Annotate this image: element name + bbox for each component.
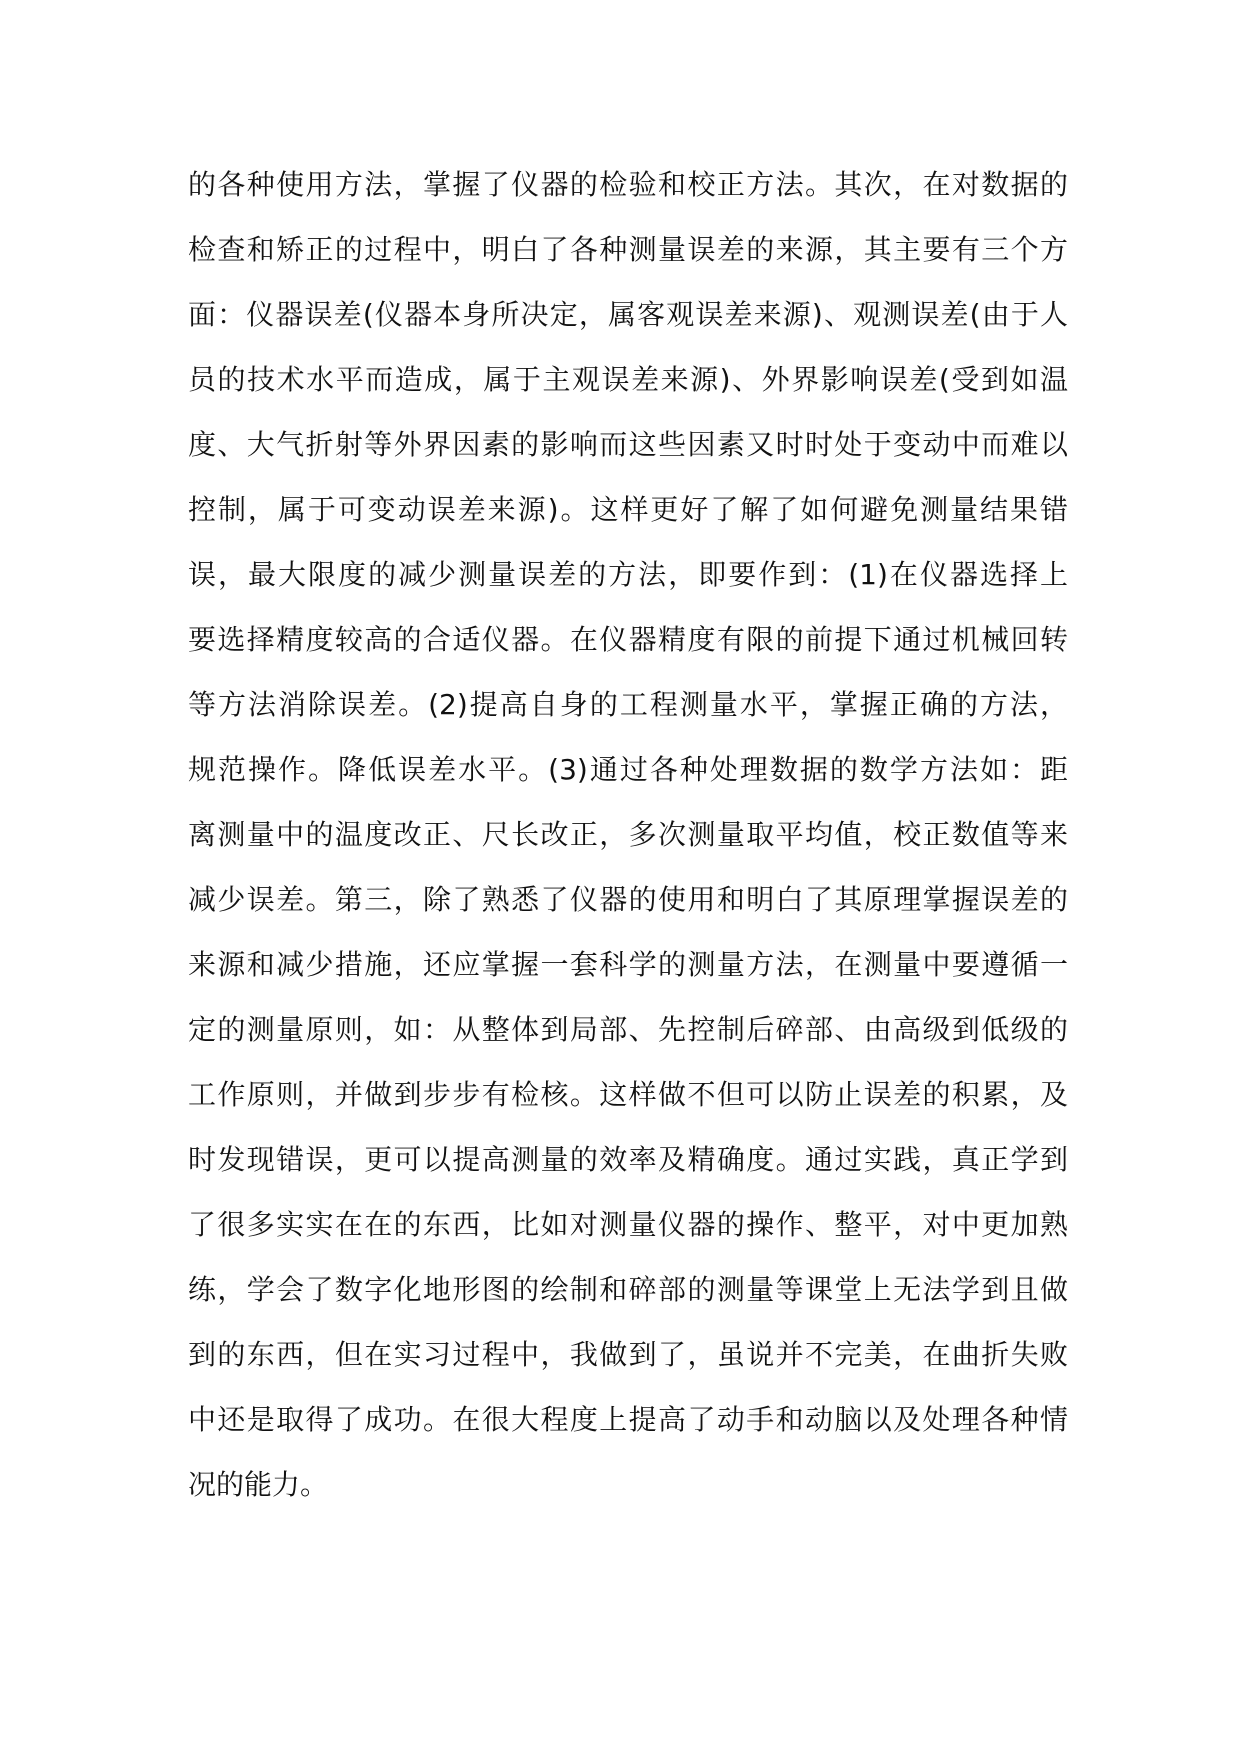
text-line: 规范操作。降低误差水平。(3)通过各种处理数据的数学方法如：距	[188, 753, 1068, 786]
text-line: 工作原则，并做到步步有检核。这样做不但可以防止误差的积累，及	[188, 1078, 1068, 1111]
text-line: 定的测量原则，如：从整体到局部、先控制后碎部、由高级到低级的	[188, 1013, 1068, 1046]
text-line: 况的能力。	[188, 1468, 329, 1501]
text-line: 来源和减少措施，还应掌握一套科学的测量方法，在测量中要遵循一	[188, 948, 1068, 981]
text-line: 度、大气折射等外界因素的影响而这些因素又时时处于变动中而难以	[188, 428, 1068, 461]
text-line: 到的东西，但在实习过程中，我做到了，虽说并不完美，在曲折失败	[188, 1338, 1068, 1371]
text-line: 面：仪器误差(仪器本身所决定，属客观误差来源)、观测误差(由于人	[188, 298, 1068, 331]
text-line: 练，学会了数字化地形图的绘制和碎部的测量等课堂上无法学到且做	[188, 1273, 1068, 1306]
body-paragraph	[188, 158, 1068, 1523]
text-line: 了很多实实在在的东西，比如对测量仪器的操作、整平，对中更加熟	[188, 1208, 1068, 1241]
text-line: 减少误差。第三，除了熟悉了仪器的使用和明白了其原理掌握误差的	[188, 883, 1068, 916]
text-line: 控制，属于可变动误差来源)。这样更好了解了如何避免测量结果错	[188, 493, 1068, 526]
text-line: 要选择精度较高的合适仪器。在仪器精度有限的前提下通过机械回转	[188, 623, 1068, 656]
text-line: 的各种使用方法，掌握了仪器的检验和校正方法。其次，在对数据的	[188, 168, 1068, 201]
text-line: 误，最大限度的减少测量误差的方法，即要作到：(1)在仪器选择上	[188, 558, 1068, 591]
text-line: 等方法消除误差。(2)提高自身的工程测量水平，掌握正确的方法，	[188, 688, 1068, 721]
text-line: 检查和矫正的过程中，明白了各种测量误差的来源，其主要有三个方	[188, 233, 1068, 266]
text-line: 中还是取得了成功。在很大程度上提高了动手和动脑以及处理各种情	[188, 1403, 1068, 1436]
text-line: 离测量中的温度改正、尺长改正，多次测量取平均值，校正数值等来	[188, 818, 1068, 851]
text-line: 员的技术水平而造成，属于主观误差来源)、外界影响误差(受到如温	[188, 363, 1068, 396]
text-line: 时发现错误，更可以提高测量的效率及精确度。通过实践，真正学到	[188, 1143, 1068, 1176]
